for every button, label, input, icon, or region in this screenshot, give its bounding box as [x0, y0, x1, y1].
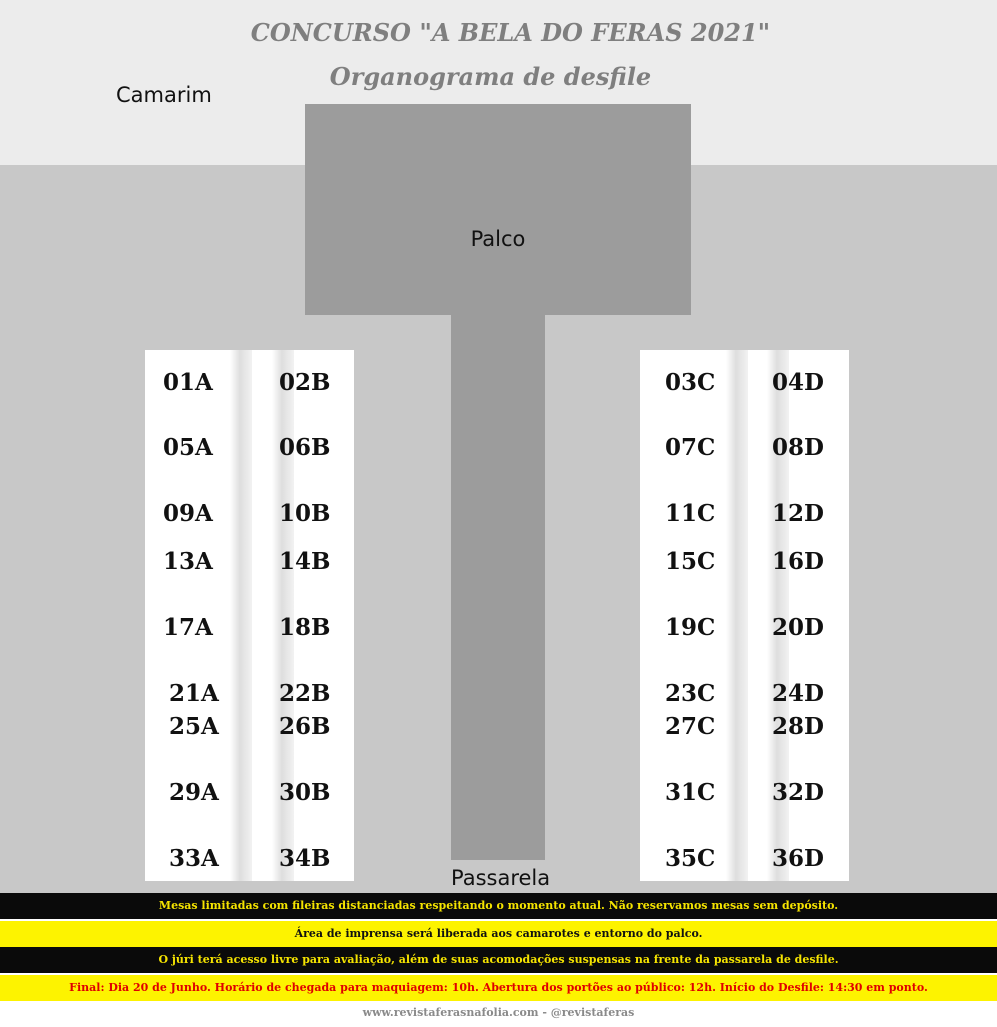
table-17a: 17A: [163, 614, 213, 641]
table-13a: 13A: [163, 548, 213, 575]
notice-jury: O júri terá acesso livre para avaliação, além de suas acomodações suspensas na frente da passarela de desfile.: [0, 947, 997, 973]
stage-label: Palco: [470, 227, 526, 251]
table-14b: 14B: [279, 548, 331, 575]
table-34b: 34B: [279, 845, 331, 872]
table-22b: 22B: [279, 680, 331, 707]
camarim-label: Camarim: [116, 83, 212, 107]
table-11c: 11C: [665, 500, 716, 527]
table-03c: 03C: [665, 369, 716, 396]
table-30b: 30B: [279, 779, 331, 806]
page-title: CONCURSO "A BELA DO FERAS 2021": [250, 18, 771, 47]
table-19c: 19C: [665, 614, 716, 641]
table-09a: 09A: [163, 500, 213, 527]
table-02b: 02B: [279, 369, 331, 396]
table-05a: 05A: [163, 434, 213, 461]
table-divider: [230, 350, 252, 881]
table-26b: 26B: [279, 713, 331, 740]
table-06b: 06B: [279, 434, 331, 461]
page-subtitle: Organograma de desfile: [329, 62, 652, 91]
table-01a: 01A: [163, 369, 213, 396]
notice-tables: Mesas limitadas com fileiras distanciadas respeitando o momento atual. Não reservamos mesas sem depósito.: [0, 893, 997, 919]
footer-credits: www.revistaferasnafolia.com - @revistaferas: [362, 1006, 635, 1019]
table-20d: 20D: [772, 614, 824, 641]
notice-final: Final: Dia 20 de Junho. Horário de chegada para maquiagem: 10h. Abertura dos portões ao público: 12h. Início do Desfile: 14:30 em ponto.: [0, 975, 997, 1001]
table-28d: 28D: [772, 713, 824, 740]
table-07c: 07C: [665, 434, 716, 461]
table-36d: 36D: [772, 845, 824, 872]
runway: [451, 315, 545, 860]
table-32d: 32D: [772, 779, 824, 806]
table-15c: 15C: [665, 548, 716, 575]
table-10b: 10B: [279, 500, 331, 527]
table-08d: 08D: [772, 434, 824, 461]
table-21a: 21A: [169, 680, 219, 707]
table-25a: 25A: [169, 713, 219, 740]
table-04d: 04D: [772, 369, 824, 396]
stage: [305, 104, 691, 315]
table-16d: 16D: [772, 548, 824, 575]
table-24d: 24D: [772, 680, 824, 707]
table-31c: 31C: [665, 779, 716, 806]
table-27c: 27C: [665, 713, 716, 740]
runway-label: Passarela: [451, 866, 551, 890]
table-35c: 35C: [665, 845, 716, 872]
table-33a: 33A: [169, 845, 219, 872]
notice-press: Área de imprensa será liberada aos camarotes e entorno do palco.: [0, 921, 997, 947]
table-23c: 23C: [665, 680, 716, 707]
table-12d: 12D: [772, 500, 824, 527]
table-18b: 18B: [279, 614, 331, 641]
table-29a: 29A: [169, 779, 219, 806]
table-divider: [726, 350, 748, 881]
